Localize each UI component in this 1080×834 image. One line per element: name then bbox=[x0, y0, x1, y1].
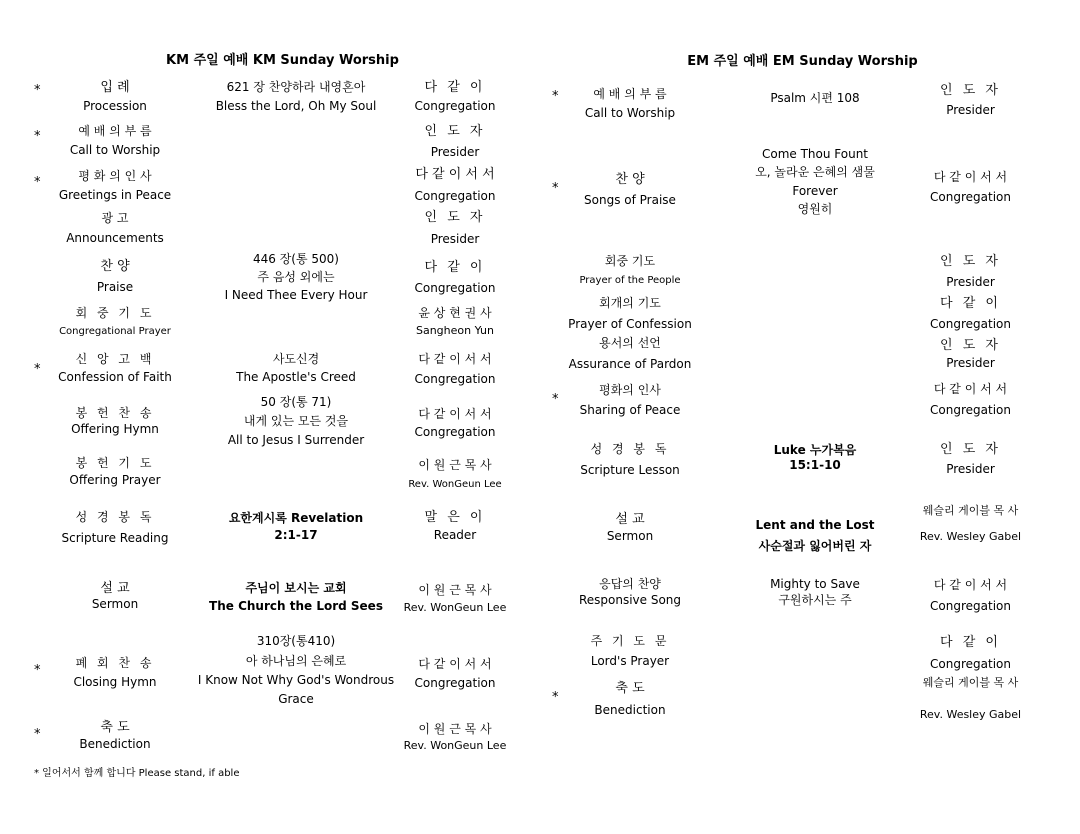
km-benediction-leader-en: Rev. WonGeun Lee bbox=[403, 739, 507, 752]
em-item-scripture-ko: 성 경 봉 독 bbox=[590, 442, 670, 456]
km-offering-hymn-ko: 내게 있는 모든 것을 bbox=[243, 414, 349, 428]
em-item-benediction-en: Benediction bbox=[594, 703, 666, 717]
em-peace-leader-en: Congregation bbox=[930, 403, 1011, 417]
km-item-greeting-ko: 평 화 의 인 사 bbox=[78, 169, 152, 183]
em-item-response-ko: 응답의 찬양 bbox=[599, 577, 661, 591]
em-benediction-leader: 웨슬리 게이블 목 사 bbox=[922, 676, 1019, 689]
em-call-psalm: Psalm 시편 108 bbox=[770, 91, 860, 105]
km-call-leader: 인 도 자 bbox=[424, 124, 486, 139]
km-procession-hymn: 621 장 찬양하라 내영혼아 bbox=[226, 80, 366, 94]
em-response-song-en: Mighty to Save bbox=[770, 577, 860, 591]
km-item-sermon-en: Sermon bbox=[91, 597, 139, 611]
km-announcements-leader-en: Presider bbox=[430, 232, 480, 246]
em-pardon-leader-en: Presider bbox=[946, 356, 995, 370]
km-item-offering-hymn-en: Offering Hymn bbox=[71, 422, 159, 436]
km-item-praise-en: Praise bbox=[96, 280, 134, 294]
km-praise-leader: 다 같 이 bbox=[424, 260, 486, 275]
em-praise-leader-en: Congregation bbox=[930, 190, 1011, 204]
km-confession-leader-en: Congregation bbox=[414, 372, 496, 386]
km-item-scripture-ko: 성 경 봉 독 bbox=[75, 510, 155, 524]
em-benediction-leader-en: Rev. Wesley Gabel bbox=[919, 708, 1022, 721]
em-confession-leader-en: Congregation bbox=[930, 317, 1011, 331]
em-item-benediction-ko: 축 도 bbox=[615, 681, 645, 696]
km-item-procession-en: Procession bbox=[83, 99, 147, 113]
km-confession-leader: 다 같 이 서 서 bbox=[418, 352, 492, 366]
km-prayer-leader-en: Sangheon Yun bbox=[415, 324, 494, 337]
em-title: EM 주일 예배 EM Sunday Worship bbox=[687, 54, 918, 69]
em-call-leader: 인 도 자 bbox=[940, 83, 1001, 98]
em-sermon-preacher-en: Rev. Wesley Gabel bbox=[919, 530, 1022, 543]
em-scripture-passage: Luke 누가복음 bbox=[773, 443, 857, 457]
km-call-leader-en: Presider bbox=[430, 145, 480, 159]
km-prayer-leader: 윤 상 현 권 사 bbox=[418, 306, 492, 320]
km-item-announcements-en: Announcements bbox=[66, 231, 164, 245]
em-item-peace-ko: 평화의 인사 bbox=[599, 383, 661, 397]
km-item-offering-prayer-en: Offering Prayer bbox=[69, 473, 161, 487]
km-greeting-leader-en: Congregation bbox=[414, 189, 496, 203]
km-scripture-reader: 말 은 이 bbox=[424, 510, 486, 525]
em-item-confession-en: Prayer of Confession bbox=[568, 317, 692, 331]
em-praise-leader: 다 같 이 서 서 bbox=[933, 170, 1008, 184]
em-scripture-verses: 15:1-10 bbox=[789, 458, 841, 472]
km-sermon-title-en: The Church the Lord Sees bbox=[209, 599, 383, 613]
em-response-leader-en: Congregation bbox=[930, 599, 1011, 613]
stand-marker: * bbox=[34, 83, 41, 98]
km-item-praise-ko: 찬 양 bbox=[100, 259, 130, 274]
em-sermon-title-ko: 사순절과 잃어버린 자 bbox=[758, 539, 872, 553]
km-procession-leader-en: Congregation bbox=[414, 99, 496, 113]
em-praise-song-2-ko: 영원히 bbox=[797, 202, 833, 216]
km-sermon-preacher: 이 원 근 목 사 bbox=[418, 583, 492, 597]
em-lords-prayer-leader-en: Congregation bbox=[930, 657, 1011, 671]
km-offering-hymn-en: All to Jesus I Surrender bbox=[227, 433, 365, 447]
em-people-prayer-leader-en: Presider bbox=[946, 275, 995, 289]
km-scripture-verses: 2:1-17 bbox=[274, 528, 318, 542]
stand-footnote: * 일어서서 함께 합니다 Please stand, if able bbox=[34, 768, 240, 779]
stand-marker: * bbox=[552, 392, 559, 407]
km-item-closing-hymn-en: Closing Hymn bbox=[73, 675, 157, 689]
em-peace-leader: 다 같 이 서 서 bbox=[933, 382, 1008, 396]
km-sermon-preacher-en: Rev. WonGeun Lee bbox=[403, 601, 507, 614]
km-closing-hymn-leader-en: Congregation bbox=[414, 676, 496, 690]
em-item-pardon-en: Assurance of Pardon bbox=[568, 357, 692, 371]
em-pardon-leader: 인 도 자 bbox=[940, 338, 1001, 353]
km-offering-hymn-leader: 다 같 이 서 서 bbox=[418, 407, 492, 421]
km-confession-creed-en: The Apostle's Creed bbox=[236, 370, 356, 384]
km-item-scripture-en: Scripture Reading bbox=[61, 531, 169, 545]
em-item-call-ko: 예 배 의 부 름 bbox=[593, 87, 667, 101]
km-procession-leader: 다 같 이 bbox=[424, 80, 486, 95]
km-benediction-leader: 이 원 근 목 사 bbox=[418, 722, 492, 736]
km-praise-hymn-en: I Need Thee Every Hour bbox=[224, 288, 368, 302]
em-item-peace-en: Sharing of Peace bbox=[579, 403, 681, 417]
km-praise-hymn-ko: 주 음성 외에는 bbox=[257, 270, 335, 284]
em-response-song-ko: 구원하시는 주 bbox=[778, 593, 852, 607]
km-item-offering-hymn-ko: 봉 헌 찬 송 bbox=[75, 406, 155, 420]
em-praise-song-1-ko: 오, 놀라운 은혜의 샘물 bbox=[755, 165, 875, 179]
km-item-benediction-en: Benediction bbox=[79, 737, 151, 751]
km-item-sermon-ko: 설 교 bbox=[100, 581, 130, 596]
stand-marker: * bbox=[552, 89, 559, 104]
km-procession-hymn-en: Bless the Lord, Oh My Soul bbox=[215, 99, 377, 113]
em-item-people-prayer-en: Prayer of the People bbox=[579, 275, 681, 286]
km-item-offering-prayer-ko: 봉 헌 기 도 bbox=[75, 456, 155, 470]
em-item-lords-prayer-en: Lord's Prayer bbox=[590, 654, 670, 668]
em-confession-leader: 다 같 이 bbox=[940, 296, 1001, 311]
km-offering-hymn-leader-en: Congregation bbox=[414, 425, 496, 439]
km-item-announcements-ko: 광 고 bbox=[101, 211, 129, 225]
em-item-sermon-ko: 설 교 bbox=[615, 512, 645, 527]
em-item-praise-ko: 찬 양 bbox=[615, 172, 645, 187]
em-lords-prayer-leader: 다 같 이 bbox=[940, 635, 1001, 650]
km-item-prayer-ko: 회 중 기 도 bbox=[75, 306, 155, 320]
km-item-greeting-en: Greetings in Peace bbox=[58, 188, 172, 202]
em-item-praise-en: Songs of Praise bbox=[584, 193, 676, 207]
em-praise-song-2-en: Forever bbox=[792, 184, 838, 198]
stand-marker: * bbox=[34, 663, 41, 678]
km-item-confession-en: Confession of Faith bbox=[58, 370, 172, 384]
stand-marker: * bbox=[552, 181, 559, 196]
km-item-prayer-en: Congregational Prayer bbox=[59, 326, 171, 337]
km-praise-leader-en: Congregation bbox=[414, 281, 496, 295]
km-item-benediction-ko: 축 도 bbox=[100, 720, 130, 735]
km-offering-hymn-number: 50 장(통 71) bbox=[260, 395, 332, 409]
km-sermon-title-ko: 주님이 보시는 교회 bbox=[245, 581, 347, 595]
km-item-procession-ko: 입 례 bbox=[100, 80, 130, 95]
km-item-call-en: Call to Worship bbox=[69, 143, 161, 157]
em-call-leader-en: Presider bbox=[946, 103, 995, 117]
stand-marker: * bbox=[34, 175, 41, 190]
em-item-response-en: Responsive Song bbox=[578, 593, 682, 607]
km-greeting-leader: 다 같 이 서 서 bbox=[415, 167, 495, 182]
stand-marker: * bbox=[552, 690, 559, 705]
em-item-lords-prayer-ko: 주 기 도 문 bbox=[590, 634, 670, 648]
em-response-leader: 다 같 이 서 서 bbox=[933, 578, 1008, 592]
em-item-pardon-ko: 용서의 선언 bbox=[599, 336, 661, 350]
em-item-people-prayer-ko: 회중 기도 bbox=[604, 254, 656, 268]
em-item-sermon-en: Sermon bbox=[606, 529, 654, 543]
km-closing-hymn-en-cont: Grace bbox=[278, 692, 314, 706]
km-offering-prayer-leader-en: Rev. WonGeun Lee bbox=[408, 479, 502, 490]
em-sermon-title-en: Lent and the Lost bbox=[755, 518, 875, 532]
em-item-scripture-en: Scripture Lesson bbox=[580, 463, 680, 477]
km-item-confession-ko: 신 앙 고 백 bbox=[75, 352, 155, 366]
km-closing-hymn-ko: 아 하나님의 은혜로 bbox=[245, 654, 347, 668]
km-closing-hymn-number: 310장(통410) bbox=[256, 634, 336, 648]
km-scripture-reader-en: Reader bbox=[433, 528, 477, 542]
em-sermon-preacher: 웨슬리 게이블 목 사 bbox=[922, 504, 1019, 517]
km-offering-prayer-leader: 이 원 근 목 사 bbox=[418, 458, 492, 472]
km-praise-hymn-number: 446 장(통 500) bbox=[253, 252, 339, 266]
km-announcements-leader: 인 도 자 bbox=[424, 210, 486, 225]
em-item-confession-ko: 회개의 기도 bbox=[599, 296, 661, 310]
em-item-call-en: Call to Worship bbox=[584, 106, 676, 120]
km-item-call-ko: 예 배 의 부 름 bbox=[78, 124, 152, 138]
em-scripture-leader-en: Presider bbox=[946, 462, 995, 476]
em-scripture-leader: 인 도 자 bbox=[940, 442, 1001, 457]
km-title: KM 주일 예배 KM Sunday Worship bbox=[166, 53, 399, 68]
km-scripture-passage: 요한계시록 Revelation bbox=[228, 511, 364, 525]
stand-marker: * bbox=[34, 727, 41, 742]
km-closing-hymn-en: I Know Not Why God's Wondrous bbox=[197, 673, 395, 687]
em-praise-song-1-en: Come Thou Fount bbox=[761, 147, 869, 161]
stand-marker: * bbox=[34, 129, 41, 144]
stand-marker: * bbox=[34, 362, 41, 377]
km-closing-hymn-leader: 다 같 이 서 서 bbox=[418, 657, 492, 671]
km-item-closing-hymn-ko: 폐 회 찬 송 bbox=[75, 656, 155, 670]
km-confession-creed-ko: 사도신경 bbox=[272, 352, 320, 366]
em-people-prayer-leader: 인 도 자 bbox=[940, 254, 1001, 269]
